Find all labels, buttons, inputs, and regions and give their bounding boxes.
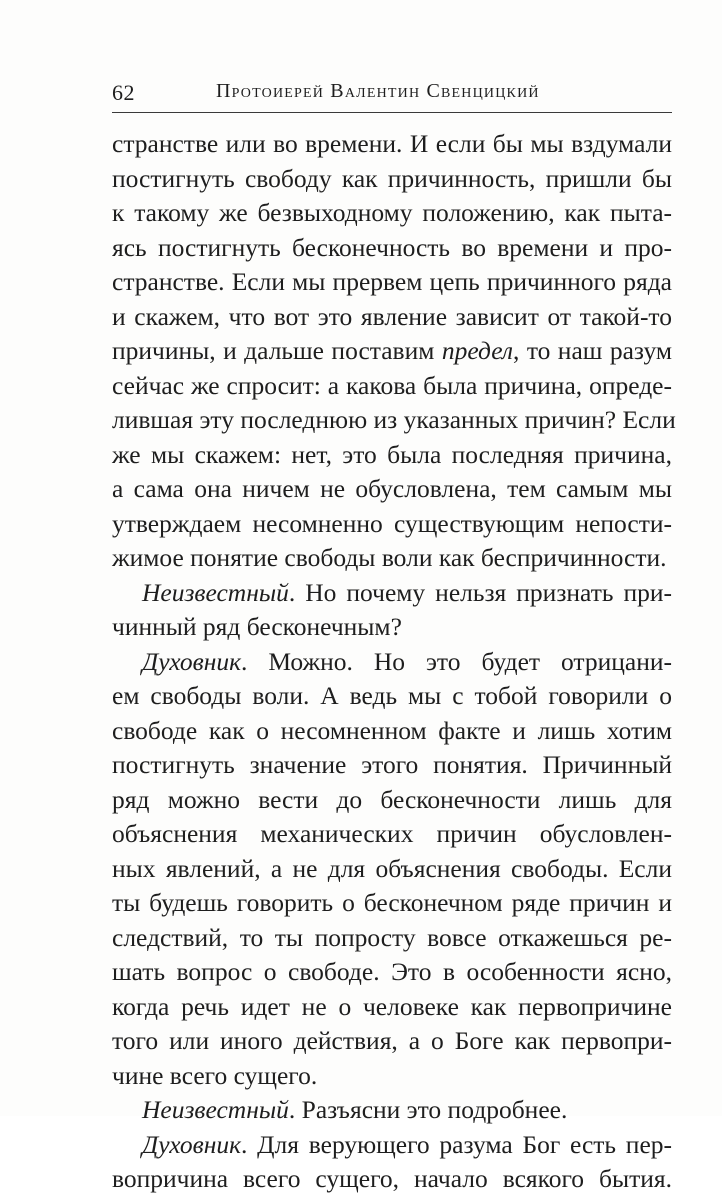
text-line	[112, 610, 672, 645]
text-line	[112, 783, 672, 818]
text-run: постигнуть свободу как причинность, пришли бы	[112, 163, 672, 193]
text-line	[112, 541, 672, 576]
text-line	[112, 921, 672, 956]
text-line	[112, 817, 672, 852]
running-head: Протоиерей Валентин Свенцицкий	[216, 80, 540, 102]
text-line	[112, 334, 672, 369]
text-line	[112, 679, 672, 714]
text-line	[112, 438, 672, 473]
text-run: странстве или во времени. И если бы мы вздумали	[112, 129, 672, 158]
page-header	[112, 80, 672, 110]
text-line	[112, 645, 672, 680]
text-run: же мы скажем: нет, это была последняя причина,	[112, 439, 672, 469]
text-line	[112, 369, 672, 404]
text-run: следствий, то ты попросту вовсе откажешься ре-	[112, 922, 672, 952]
text-line	[112, 403, 676, 438]
page-number: 62	[112, 80, 135, 105]
text-line	[112, 507, 672, 542]
text-line	[112, 1024, 672, 1059]
text-line	[112, 162, 672, 197]
text-line	[112, 472, 672, 507]
text-run: . Но почему нельзя признать при-	[288, 577, 672, 607]
text-run: ясь постигнуть бесконечность во времени и про-	[112, 232, 672, 262]
text-line	[112, 955, 672, 990]
text-line	[112, 714, 672, 749]
header-rule	[112, 112, 672, 113]
text-line	[112, 231, 672, 266]
italic-text: Духовник	[142, 646, 242, 676]
italic-text: Духовник	[142, 1129, 242, 1159]
text-run: вопричина всего сущего, начало всякого бытия.	[112, 1164, 672, 1193]
italic-text: предел	[441, 336, 514, 365]
text-run: сейчас же спросит: а какова была причина, опреде-	[112, 370, 672, 400]
text-run: чине всего сущего.	[112, 1060, 318, 1090]
text-run: когда речь идет не о человеке как первопричине	[112, 991, 672, 1021]
text-run: к такому же безвыходному положению, как пыта-	[112, 198, 672, 227]
text-run: ряд можно вести до бесконечности лишь для	[112, 784, 672, 814]
text-run: ты будешь говорить о бесконечном ряде причин и	[112, 888, 672, 917]
text-run: , то наш разум	[513, 336, 672, 365]
text-run: . Разъясни это подробнее.	[288, 1095, 568, 1124]
text-run: утверждаем несомненно существующим непости-	[112, 508, 672, 538]
text-run: причины, и дальше поставим	[112, 336, 442, 365]
text-line	[112, 265, 672, 300]
text-run: того или иного действия, а о Боге как первопри-	[112, 1026, 672, 1055]
text-run: постигнуть значение этого понятия. Причинный	[112, 750, 672, 779]
text-line	[112, 1162, 672, 1197]
text-line	[112, 748, 672, 783]
text-run: ем свободы воли. А ведь мы с тобой говорили о	[112, 681, 672, 710]
italic-text: Неизвестный	[142, 1095, 289, 1124]
text-run: . Можно. Но это будет отрицани-	[241, 646, 672, 676]
text-line	[112, 127, 672, 162]
text-run: а сама она ничем не обусловлена, тем самым мы	[112, 474, 672, 503]
text-run: странстве. Если мы прервем цепь причинного ряда	[112, 267, 672, 296]
italic-text: Неизвестный	[142, 577, 289, 607]
text-line	[112, 990, 672, 1025]
text-run: лившая эту последнюю из указанных причин? Если	[112, 405, 676, 434]
text-line	[112, 196, 672, 231]
text-line	[112, 852, 672, 887]
text-run: . Для верующего разума Бог есть пер-	[241, 1129, 672, 1159]
text-run: и скажем, что вот это явление зависит от такой-то	[112, 301, 672, 331]
text-line	[112, 1059, 672, 1094]
text-run: свободе как о несомненном факте и лишь хотим	[112, 715, 672, 745]
text-run: жимое понятие свободы воли как беспричинности.	[112, 543, 667, 572]
text-line	[112, 1093, 672, 1128]
text-line	[112, 576, 672, 611]
text-run: чинный ряд бесконечным?	[112, 612, 402, 641]
text-line	[112, 300, 672, 335]
text-run: объяснения механических причин обусловлен-	[112, 819, 672, 848]
text-run: шать вопрос о свободе. Это в особенности ясно,	[112, 957, 672, 986]
body-text	[112, 127, 676, 1197]
text-line	[112, 1128, 672, 1163]
text-line	[112, 886, 672, 921]
text-run: ных явлений, а не для объяснения свободы. Если	[112, 853, 672, 883]
